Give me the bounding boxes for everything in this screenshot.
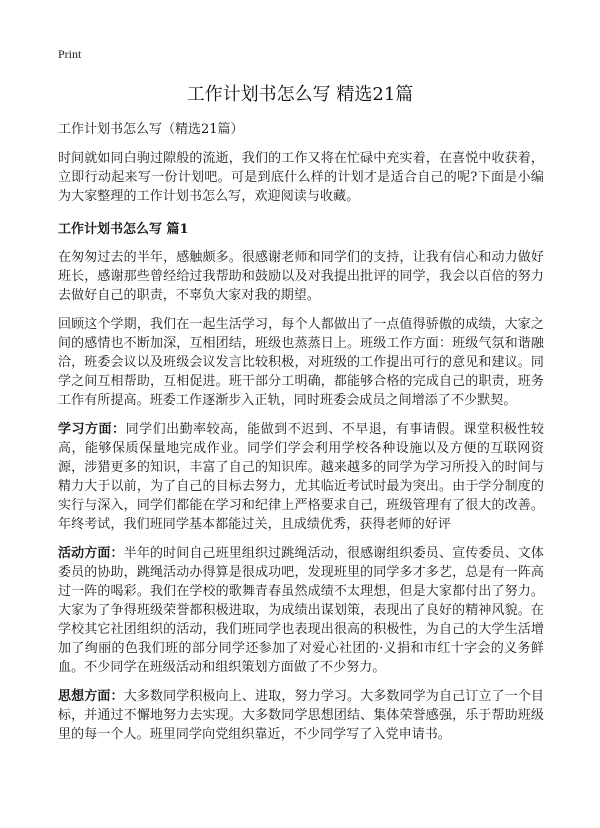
thought-paragraph [58, 687, 544, 744]
study-paragraph [58, 420, 544, 534]
activity-text: 半年的时间自己班里组织过跳绳活动，很感谢组织委员、宣传委员、文体委员的协助，跳绳活动办得算是很成功吧，发现班里的同学多才多艺，总是有一阵高过一阵的喝彩。我们在学校的歌舞青春虽然成绩不太理想，但是大家都付出了努力。大家为了争得班级荣誉都积极进取，为成绩出谋划策，表现出了良好的精神风貌。在学校其它社团组织的活动，我们班同学也表现出很高的积极性，为自己的大学生活增加了绚丽的色我们班的部分同学还参加了对爱心社团的·义捐和市红十字会的义务鲜血。不少同学在班级活动和组织策划方面做了不少努力。 [58, 546, 544, 675]
article-subtitle: 工作计划书怎么写（精选21篇） [58, 122, 244, 137]
thought-text: 大多数同学积极向上、进取，努力学习。大多数同学为自己订立了一个目标，并通过不懈地努力去实现。大多数同学思想团结、集体荣誉感强，乐于帮助班级里的每一个人。班里同学向党组织靠近，不少同学写了入党申请书。 [58, 689, 544, 742]
activity-lead: 活动方面： [58, 546, 124, 561]
print-link[interactable]: Print [58, 47, 82, 61]
page-title: 工作计划书怎么写 精选21篇 [186, 84, 414, 105]
thought-lead: 思想方面： [58, 689, 124, 704]
intro-paragraph: 时间就如同白驹过隙般的流逝，我们的工作又将在忙碌中充实着，在喜悦中收获着，立即行动起来写一份计划吧。可是到底什么样的计划才是适合自己的呢?下面是小编为大家整理的工作计划书怎么写，欢迎阅读与收藏。 [58, 151, 544, 204]
article-body [58, 120, 544, 754]
study-text: 同学们出勤率较高，能做到不迟到、不早退，有事请假。课堂积极性较高，能够保质保量地完成作业。同学们学会利用学校各种设施以及方便的互联网资源，涉猎更多的知识，丰富了自己的知识库。越来越多的同学为学习所投入的时间与精力大于以前，为了自己的目标去努力，尤其临近考试时最为突出。由于学分制度的实行与深入，同学们都能在学习和纪律上严格要求自己，班级管理有了很大的改善。年终考试，我们班同学基本都能过关，且成绩优秀，获得老师的好评 [58, 422, 544, 532]
activity-paragraph [58, 544, 544, 677]
study-lead: 学习方面： [58, 422, 126, 437]
body-paragraph-2: 回顾这个学期，我们在一起生活学习，每个人都做出了一点值得骄傲的成绩，大家之间的感情也不断加深，互相团结，班级也蒸蒸日上。班级工作方面：班级气氛和谐融洽，班委会议以及班级会议发言比较积极，对班级的工作提出可行的意见和建议。同学之间互相帮助，互相促进。班干部分工明确，都能够合格的完成自己的职责，班务工作有所提高。班委工作逐渐步入正轨，同时班委会成员之间增添了不少默契。 [58, 317, 544, 408]
section-heading: 工作计划书怎么写 篇1 [58, 222, 189, 237]
body-paragraph-1: 在匆匆过去的半年，感触颇多。很感谢老师和同学们的支持，让我有信心和动力做好班长，感谢那些曾经给过我帮助和鼓励以及对我提出批评的同学，我会以百倍的努力去做好自己的职责，不辜负大家对我的期望。 [58, 250, 544, 303]
